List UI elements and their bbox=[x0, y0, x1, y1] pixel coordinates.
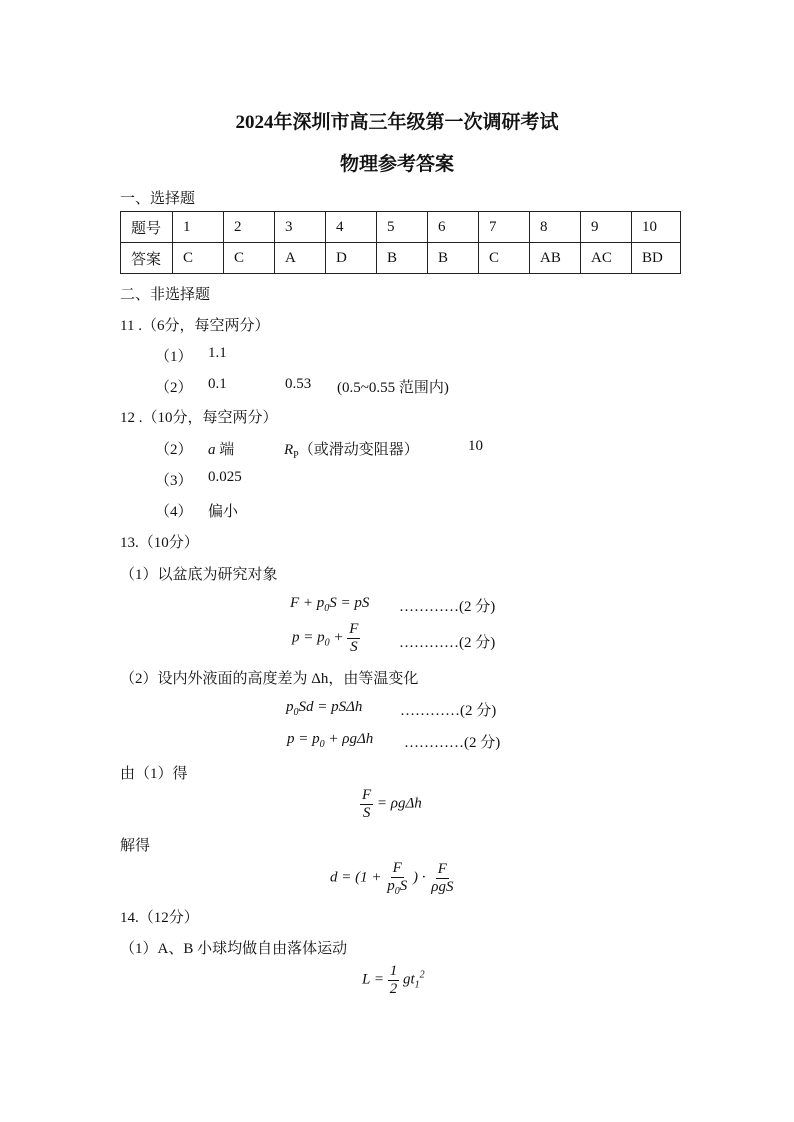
q12-item-number: （4） bbox=[155, 504, 193, 520]
table-cell: D bbox=[326, 243, 377, 274]
table-cell: A bbox=[275, 243, 326, 274]
equation: $\frac{F}{S}$ = ρgΔh bbox=[362, 787, 422, 821]
table-cell: C bbox=[224, 243, 275, 274]
q12-answer: 0.025 bbox=[208, 469, 242, 485]
equation: $p = p_0 + \rho g\Delta h$ bbox=[287, 731, 374, 750]
score-note: …………(2 分) bbox=[400, 703, 497, 719]
table-cell: C bbox=[479, 243, 530, 274]
score-note: …………(2 分) bbox=[399, 635, 496, 651]
table-cell: C bbox=[173, 243, 224, 274]
table-cell: 5 bbox=[377, 212, 428, 243]
row-label: 答案 bbox=[121, 243, 173, 274]
q13-part1-text: （1）以盆底为研究对象 bbox=[120, 567, 278, 583]
question-13-title: 13.（10分） bbox=[120, 535, 199, 551]
section-heading-nonchoice: 二、非选择题 bbox=[120, 287, 211, 303]
score-note: …………(2 分) bbox=[399, 599, 496, 615]
q11-answer: 1.1 bbox=[208, 345, 227, 361]
table-row bbox=[121, 243, 681, 274]
q12-answer: 偏小 bbox=[208, 504, 239, 520]
equation: $p_0Sd = pS\Delta h$ bbox=[286, 699, 363, 718]
q11-item-number: （1） bbox=[155, 349, 193, 365]
q14-part1-text: （1）A、B 小球均做自由落体运动 bbox=[120, 941, 348, 957]
equation: d = (1 + $\frac{F}{p_0S}$ ) · $\frac{F}{\text{ρgS}}$ bbox=[330, 860, 454, 897]
row-label: 题号 bbox=[121, 212, 173, 243]
answer-table bbox=[120, 211, 681, 274]
table-cell: 7 bbox=[479, 212, 530, 243]
q11-item-number: （2） bbox=[155, 380, 193, 396]
q13-derive-text: 由（1）得 bbox=[120, 766, 188, 782]
question-11-title: 11 .（6分，每空两分） bbox=[120, 318, 270, 334]
table-cell: 8 bbox=[530, 212, 581, 243]
table-cell: 9 bbox=[581, 212, 632, 243]
q12-answer: a 端 bbox=[208, 442, 235, 458]
table-cell: AC bbox=[581, 243, 632, 274]
q13-solve-text: 解得 bbox=[120, 838, 151, 854]
table-cell: BD bbox=[632, 243, 681, 274]
table-cell: 1 bbox=[173, 212, 224, 243]
table-cell: 2 bbox=[224, 212, 275, 243]
equation: $F + p_0S$ = pS bbox=[290, 595, 370, 614]
table-cell: 6 bbox=[428, 212, 479, 243]
q11-answer: 0.1 bbox=[208, 376, 227, 392]
table-cell: 10 bbox=[632, 212, 681, 243]
table-cell: AB bbox=[530, 243, 581, 274]
q11-answer-range: (0.5~0.55 范围内) bbox=[337, 380, 449, 396]
q12-answer: $R_P$（或滑动变阻器） bbox=[284, 442, 419, 461]
q12-item-number: （2） bbox=[155, 442, 193, 458]
q11-answer: 0.53 bbox=[285, 376, 312, 392]
table-cell: B bbox=[428, 243, 479, 274]
table-row bbox=[121, 212, 681, 243]
table-cell: 4 bbox=[326, 212, 377, 243]
page-subtitle: 物理参考答案 bbox=[339, 154, 454, 175]
equation: L = $\frac{1}{2}$ $gt_1^2$ bbox=[362, 963, 425, 997]
table-cell: 3 bbox=[275, 212, 326, 243]
equation: $p = p_0$ + $\frac{F}{S}$ bbox=[292, 621, 359, 655]
q12-item-number: （3） bbox=[155, 473, 193, 489]
section-heading-choice: 一、选择题 bbox=[120, 191, 196, 207]
question-14-title: 14.（12分） bbox=[120, 910, 199, 926]
table-cell: B bbox=[377, 243, 428, 274]
q13-part2-text: （2）设内外液面的高度差为 Δh，由等温变化 bbox=[120, 671, 419, 687]
score-note: …………(2 分) bbox=[404, 735, 501, 751]
page-title: 2024年深圳市高三年级第一次调研考试 bbox=[235, 112, 559, 133]
q12-answer: 10 bbox=[468, 438, 483, 454]
question-12-title: 12 .（10分，每空两分） bbox=[120, 410, 278, 426]
